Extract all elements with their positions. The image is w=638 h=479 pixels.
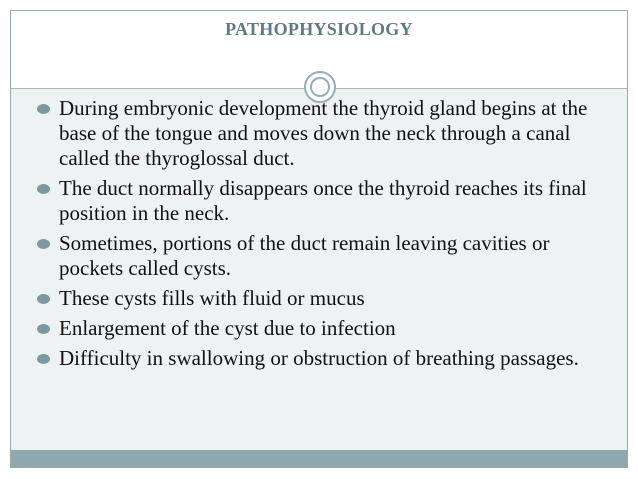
list-item [11, 96, 611, 171]
bullet-icon [37, 239, 50, 249]
list-item [11, 316, 611, 341]
footer-band [11, 450, 627, 467]
bullet-icon [37, 184, 50, 194]
bullet-text: During embryonic development the thyroid gland begins at the base of the tongue and moves down the neck through a canal called the thyroglossal duct. [59, 96, 588, 170]
circle-ornament-inner [310, 77, 330, 97]
bullet-text: Sometimes, portions of the duct remain leaving cavities or pockets called cysts. [59, 231, 550, 280]
list-item [11, 346, 611, 371]
slide [10, 10, 628, 468]
bullet-text: Difficulty in swallowing or obstruction of breathing passages. [59, 346, 579, 370]
list-item [11, 176, 611, 226]
bullet-text: These cysts fills with fluid or mucus [59, 286, 365, 310]
bullet-icon [37, 104, 50, 114]
bullet-text: The duct normally disappears once the thyroid reaches its final position in the neck. [59, 176, 587, 225]
bullet-icon [37, 354, 50, 364]
slide-title: PATHOPHYSIOLOGY [225, 19, 413, 39]
bullet-icon [37, 294, 50, 304]
bullet-list [11, 96, 611, 376]
bullet-text: Enlargement of the cyst due to infection [59, 316, 396, 340]
bullet-icon [37, 324, 50, 334]
list-item [11, 286, 611, 311]
list-item [11, 231, 611, 281]
